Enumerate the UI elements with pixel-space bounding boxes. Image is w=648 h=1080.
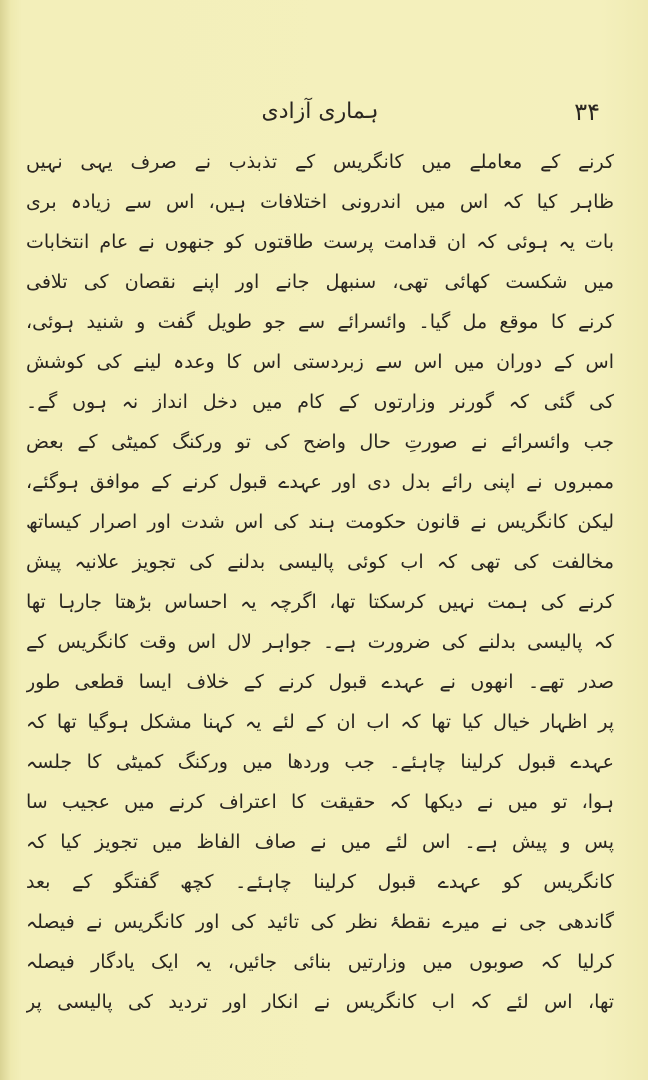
text-line: صدر تھے۔ انھوں نے عہدے قبول کرنے کے خلاف ایسا قطعی طور bbox=[26, 671, 614, 693]
text-line: میں شکست کھائی تھی، سنبھل جانے اور اپنے نقصان کی تلافی bbox=[26, 271, 614, 293]
text-line: اس کے دوران میں اس سے زبردستی اس کا وعدہ لینے کی کوشش bbox=[26, 351, 614, 373]
text-line: کرنے کے معاملے میں کانگریس کے تذبذب نے صرف یہی نہیں bbox=[26, 151, 614, 173]
text-line: جب وائسرائے نے صورتِ حال واضح کی تو ورکنگ کمیٹی کے بعض bbox=[26, 431, 614, 453]
text-line: کانگریس کو عہدے قبول کرلینا چاہئے۔ کچھ گفتگو کے بعد bbox=[26, 871, 614, 893]
text-line: کہ پالیسی بدلنے کی ضرورت ہے۔ جواہر لال اس وقت کانگریس کے bbox=[26, 631, 614, 653]
text-line: تھا، اس لئے کہ اب کانگریس نے انکار اور تردید کی پالیسی پر bbox=[26, 991, 614, 1013]
text-line: کرلیا کہ صوبوں میں وزارتیں بنائی جائیں، یہ ایک یادگار فیصلہ bbox=[26, 951, 614, 973]
text-line: کرنے کی ہمت نہیں کرسکتا تھا، اگرچہ یہ احساس بڑھتا جارہا تھا bbox=[26, 591, 614, 613]
text-line: مخالفت کی تھی کہ اب کوئی پالیسی بدلنے کی تجویز علانیہ پیش bbox=[26, 551, 614, 573]
text-line: لیکن کانگریس نے قانون حکومت ہند کی اس شدت اور اصرار کیساتھ bbox=[26, 511, 614, 533]
text-line: عہدے قبول کرلینا چاہئے۔ جب وردھا میں ورکنگ کمیٹی کا جلسہ bbox=[26, 751, 614, 773]
text-line: پس و پیش ہے۔ اس لئے میں نے صاف الفاظ میں تجویز کیا کہ bbox=[26, 831, 614, 853]
text-line: ہوا، تو میں نے دیکھا کہ حقیقت کا اعتراف کرنے میں عجیب سا bbox=[26, 791, 614, 813]
text-line: پر اظہار خیال کیا تھا کہ اب ان کے لئے یہ کہنا مشکل ہوگیا تھا کہ bbox=[26, 711, 614, 733]
body-text bbox=[26, 142, 614, 1022]
text-line: ظاہر کیا کہ اس میں اندرونی اختلافات ہیں، اس سے زیادہ بری bbox=[26, 191, 614, 213]
page-number: ۳۴ bbox=[574, 98, 600, 126]
text-line: کی گئی کہ گورنر وزارتوں کے کام میں دخل انداز نہ ہوں گے۔ bbox=[26, 391, 614, 413]
text-line: ممبروں نے اپنی رائے بدل دی اور عہدے قبول کرنے کے موافق ہوگئے، bbox=[26, 471, 614, 493]
page-header bbox=[40, 92, 600, 132]
text-line: گاندھی جی نے میرے نقطۂ نظر کی تائید کی اور کانگریس نے فیصلہ bbox=[26, 911, 614, 933]
text-line: بات یہ ہوئی کہ ان قدامت پرست طاقتوں کو جنھوں نے عام انتخابات bbox=[26, 231, 614, 253]
page-binding-edge bbox=[0, 0, 10, 1080]
text-line: کرنے کا موقع مل گیا۔ وائسرائے سے جو طویل گفت و شنید ہوئی، bbox=[26, 311, 614, 333]
running-title: ہماری آزادی bbox=[261, 99, 379, 124]
